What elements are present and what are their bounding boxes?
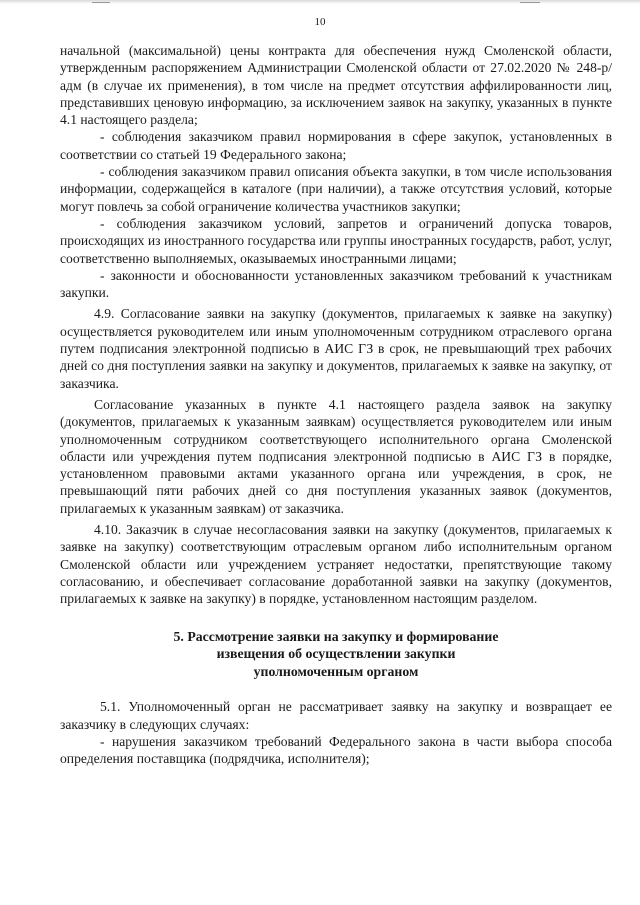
list-item: - соблюдения заказчиком правил описания объекта закупки, в том числе использования информации, содержащейся в каталоге (при наличии), а также отсутствия условий, которые могут повлечь за собой ограничение количества участников закупки; <box>60 164 612 214</box>
document-body <box>60 42 612 767</box>
paragraph: 4.10. Заказчик в случае несогласования заявки на закупку (документов, прилагаемых к заявке на закупку) соответствующим отраслевым органом либо исполнительным органом Смоленской области или учреждением устраняет недостатки, препятствующие такому согласованию, и обеспечивает согласование доработанной заявки на закупку (документов, прилагаемых к заявке на закупку) в порядке, установленном настоящим разделом. <box>60 522 612 607</box>
list-item: - соблюдения заказчиком условий, запретов и ограничений допуска товаров, происходящих из иностранного государства или группы иностранных государств, работ, услуг, соответственно выполняемых, оказываемых иностранными лицами; <box>60 215 612 266</box>
section-heading-line: уполномоченным органом <box>253 663 419 679</box>
list-item: - соблюдения заказчиком правил нормирования в сфере закупок, установленных в соответствии со статьей 19 Федерального закона; <box>60 129 612 162</box>
section-heading <box>60 628 612 681</box>
list-item: - нарушения заказчиком требований Федерального закона в части выбора способа определения поставщика (подрядчика, исполнителя); <box>60 733 612 767</box>
scan-mark <box>520 2 540 3</box>
section-heading-line: 5. Рассмотрение заявки на закупку и формирование <box>173 628 499 644</box>
page-number: 10 <box>314 16 326 28</box>
section-heading-line: извещения об осуществлении закупки <box>216 646 456 662</box>
paragraph: 5.1. Уполномоченный орган не рассматривает заявку на закупку и возвращает ее заказчику в следующих случаях: <box>60 699 612 732</box>
scan-mark <box>92 2 110 3</box>
list-item: - законности и обоснованности установленных заказчиком требований к участникам закупки. <box>60 267 612 301</box>
paragraph: начальной (максимальной) цены контракта для обеспечения нужд Смоленской области, утвержденным распоряжением Администрации Смоленской области от 27.02.2020 № 248-р/адм (в случае их применения), в том числе на предмет отсутствия аффилированности лиц, представивших ценовую информацию, за исключением заявок на закупку, указанных в пункте 4.1 настоящего раздела; <box>60 43 612 128</box>
paragraph: Согласование указанных в пункте 4.1 настоящего раздела заявок на закупку (документов, прилагаемых к указанным заявкам) осуществляется руководителем или иным уполномоченным сотрудником соответствующего исполнительного органа Смоленской области или учреждения путем подписания электронной подписью в АИС ГЗ в порядке, установленном правовыми актами указанного органа или учреждения, в срок, не превышающий пяти рабочих дней со дня поступления указанных заявок (документов, прилагаемых к указанным заявкам) от заказчика. <box>60 396 612 516</box>
paragraph: 4.9. Согласование заявки на закупку (документов, прилагаемых к заявке на закупку) осуществляется руководителем или иным уполномоченным сотрудником отраслевого органа путем подписания электронной подписью в АИС ГЗ в срок, не превышающий трех рабочих дней со дня поступления заявки на закупку и документов, прилагаемых к заявке на закупку, от заказчика. <box>60 306 612 391</box>
